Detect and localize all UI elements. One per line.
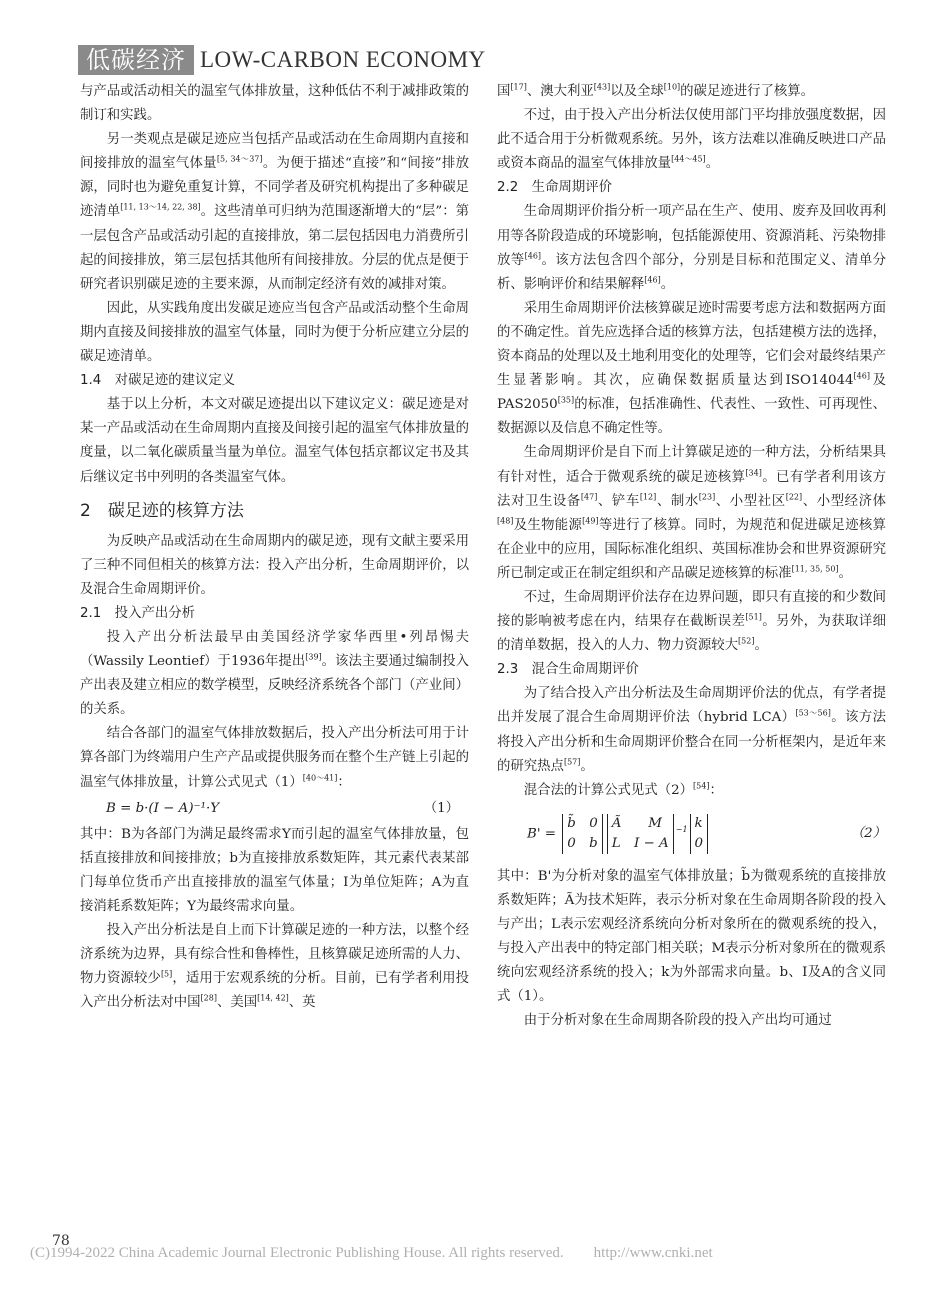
citation: [53～56] [795, 708, 831, 718]
section-heading-1-4: 1.4 对碳足迹的建议定义 [80, 373, 236, 389]
citation: [35] [557, 395, 575, 405]
paragraph: 不过，由于投入产出分析法仅使用部门平均排放强度数据，因此不适合用于分析微观系统。另外，该方法难以准确反映进口产品或资本商品的温室气体排放量[44～45]。 [497, 108, 886, 172]
citation: [14, 42] [257, 993, 289, 1003]
left-column [80, 80, 469, 1015]
citation: [47] [580, 492, 598, 502]
citation: [48] [497, 516, 514, 526]
journal-name-en: LOW-CARBON ECONOMY [200, 47, 486, 72]
citation: [54] [693, 781, 710, 791]
paragraph: 基于以上分析，本文对碳足迹提出以下建议定义：碳足迹是对某一产品或活动在生命周期内直接及间接引起的温室气体排放量的度量，以二氧化碳质量当量为单位。温室气体包括京都议定书及其后继议定书中列明的各类温室气体。 [80, 397, 469, 485]
citation: [46] [853, 371, 870, 381]
paragraph: 采用生命周期评价法核算碳足迹时需要考虑方法和数据两方面的不确定性。首先应选择合适的核算方法，包括建模方法的选择，资本商品的处理以及土地利用变化的处理等，它们会对最终结果产生显著影响。其次，应确保数据质量达到ISO14044[46]及PAS2050[35]的标准，包括准确性、代表性、一致性、可再现性、数据源以及信息不确定性等。 [497, 300, 886, 437]
citation: [5] [160, 969, 173, 979]
section-heading-2-2: 2.2 生命周期评价 [497, 180, 613, 196]
citation: [17] [510, 82, 527, 92]
citation: [51] [745, 612, 762, 622]
citation: [11, 35, 50] [791, 564, 839, 574]
paragraph: 由于分析对象在生命周期各阶段的投入产出均可通过 [523, 1013, 832, 1029]
paragraph: 为了结合投入产出分析法及生命周期评价法的优点，有学者提出并发展了混合生命周期评价法（hybrid LCA）[53～56]。该方法将投入产出分析和生命周期评价整合在同一分析框架内，是近年来的研究热点[57]。 [497, 686, 887, 774]
citation: [39] [305, 652, 322, 662]
copyright-footer: (C)1994-2022 China Academic Journal Electronic Publishing House. All rights reserved. http://www.cnki.net [30, 1245, 713, 1261]
matrix-k: k 0 [690, 814, 709, 854]
equation-2-number: （2） [850, 825, 886, 841]
citation: [23] [698, 492, 716, 502]
paragraph: 其中：B'为分析对象的温室气体排放量；b̃为微观系统的直接排放系数矩阵；Ã为技术矩阵，表示分析对象在生命周期各阶段的投入与产出；L表示宏观经济系统向分析对象所在的微观系统的投入，与投入产出表中的特定部门相关联；M表示分析对象所在的微观系统向宏观经济系统的投入；k为外部需求向量。b、I及A的含义同式（1）。 [497, 868, 886, 1005]
citation: [46] [644, 275, 661, 285]
citation: [43] [593, 82, 611, 92]
page-number: 78 [52, 1233, 70, 1249]
paragraph: 为反映产品或活动在生命周期内的碳足迹，现有文献主要采用了三种不同但相关的核算方法：投入产出分析，生命周期评价，以及混合生命周期评价。 [80, 533, 469, 597]
paragraph: 生命周期评价是自下而上计算碳足迹的一种方法，分析结果具有针对性，适合于微观系统的碳足迹核算[34]。已有学者利用该方法对卫生设备[47]、铲车[12]、制水[23]、小型社区[22]、小型经济体[48]及生物能源[49]等进行了核算。同时，为规范和促进碳足迹核算在企业中的应用，国际标准化组织、英国标准协会和世界资源研究所已制定或正在制定组织和产品碳足迹核算的标准[11, 35, 50]。 [497, 445, 887, 581]
paragraph: 投入产出分析法是自上而下计算碳足迹的一种方法，以整个经济系统为边界，具有综合性和鲁棒性，且核算碳足迹所需的人力、物力资源较少[5]，适用于宏观系统的分析。目前，已有学者利用投入产出分析法对中国[28]、美国[14, 42]、英 [80, 923, 470, 1011]
right-column [497, 80, 886, 1033]
paragraph: 与产品或活动相关的温室气体排放量，这种低估不利于减排政策的制订和实践。 [80, 84, 469, 124]
citation: [10] [663, 82, 681, 92]
citation: [40～41] [302, 773, 338, 783]
citation: [46] [524, 251, 542, 261]
citation: [22] [785, 492, 803, 502]
paragraph: 投入产出分析法最早由美国经济学家华西里•列昂惕夫（Wassily Leontief）于1936年提出[39]。该法主要通过编制投入产出表及建立相应的数学模型，反映经济系统各个部门（产业间）的关系。 [80, 629, 470, 718]
citation: [5, 34～37] [216, 154, 263, 164]
section-heading-2-3: 2.3 混合生命周期评价 [497, 662, 639, 678]
paragraph: 因此，从实践角度出发碳足迹应当包含产品或活动整个生命周期内直接及间接排放的温室气体量，同时为便于分析应建立分层的碳足迹清单。 [80, 300, 469, 365]
citation: [28] [200, 993, 217, 1003]
section-heading-2: 2 碳足迹的核算方法 [80, 500, 244, 521]
citation: [57] [563, 757, 581, 767]
journal-header [78, 45, 486, 75]
citation: [34] [745, 468, 762, 478]
equation-2-body: B' = b̃ 0 0 bÃ M L $I - A^{-1}$ k 0 [497, 814, 710, 854]
journal-name-cn: 低碳经济 [78, 45, 194, 75]
equation-2 [497, 803, 886, 865]
paragraph: 其中：B为各部门为满足最终需求Y而引起的温室气体排放量，包括直接排放和间接排放；b为直接排放系数矩阵，其元素代表某部门每单位货币产出直接排放的温室气体量；I为单位矩阵；A为直接消耗系数矩阵；Y为最终需求向量。 [80, 826, 469, 914]
section-heading-2-1: 2.1 投入产出分析 [80, 605, 196, 621]
paragraph: 不过，生命周期评价法存在边界问题，即只有直接的和少数间接的影响被考虑在内，结果存在截断误差[51]。另外，为获取详细的清单数据，投入的人力、物力资源较大[52]。 [497, 589, 887, 654]
citation: [49] [582, 516, 599, 526]
paragraph: 国[17]、澳大利亚[43]以及全球[10]的碳足迹进行了核算。 [497, 82, 815, 99]
citation: [44～45] [671, 154, 706, 164]
citation: [12] [639, 492, 657, 502]
paragraph: 另一类观点是碳足迹应当包括产品或活动在生命周期内直接和间接排放的温室气体量[5, 34～37]。为便于描述“直接”和“间接”排放源，同时也为避免重复计算，不同学者及研究机构提出了多种碳足迹清单[11, 13～14, 22, 38]。这些清单可归纳为范围逐渐增大的“层”：第一层包含产品或活动引起的直接排放，第二层包括因电力消费所引起的间接排放，第三层包括其他所有间接排放。分层的优点是便于研究者识别碳足迹的主要来源，从而制定经济有效的减排对策。 [80, 132, 470, 292]
matrix-a: Ã M L I − A [607, 814, 674, 854]
paragraph: 结合各部门的温室气体排放数据后，投入产出分析法可用于计算各部门为终端用户生产产品或提供服务而在整个生产链上引起的温室气体排放量，计算公式见式（1）[40～41]： [80, 726, 469, 790]
paragraph: 混合法的计算公式见式（2）[54]： [523, 781, 723, 798]
equation-1 [80, 795, 469, 823]
citation: [52] [738, 636, 755, 646]
paragraph: 生命周期评价指分析一项产品在生产、使用、废弃及回收再利用等各阶段造成的环境影响，包括能源使用、资源消耗、污染物排放等[46]。该方法包含四个部分，分别是目标和范围定义、清单分析、影响评价和结果解释[46]。 [497, 204, 887, 292]
citation: [11, 13～14, 22, 38] [120, 203, 201, 212]
matrix-b: b̃ 0 0 b [562, 814, 602, 854]
equation-1-number: （1） [423, 800, 459, 816]
equation-1-body: B = b·(I − A)⁻¹·Y [106, 800, 220, 816]
